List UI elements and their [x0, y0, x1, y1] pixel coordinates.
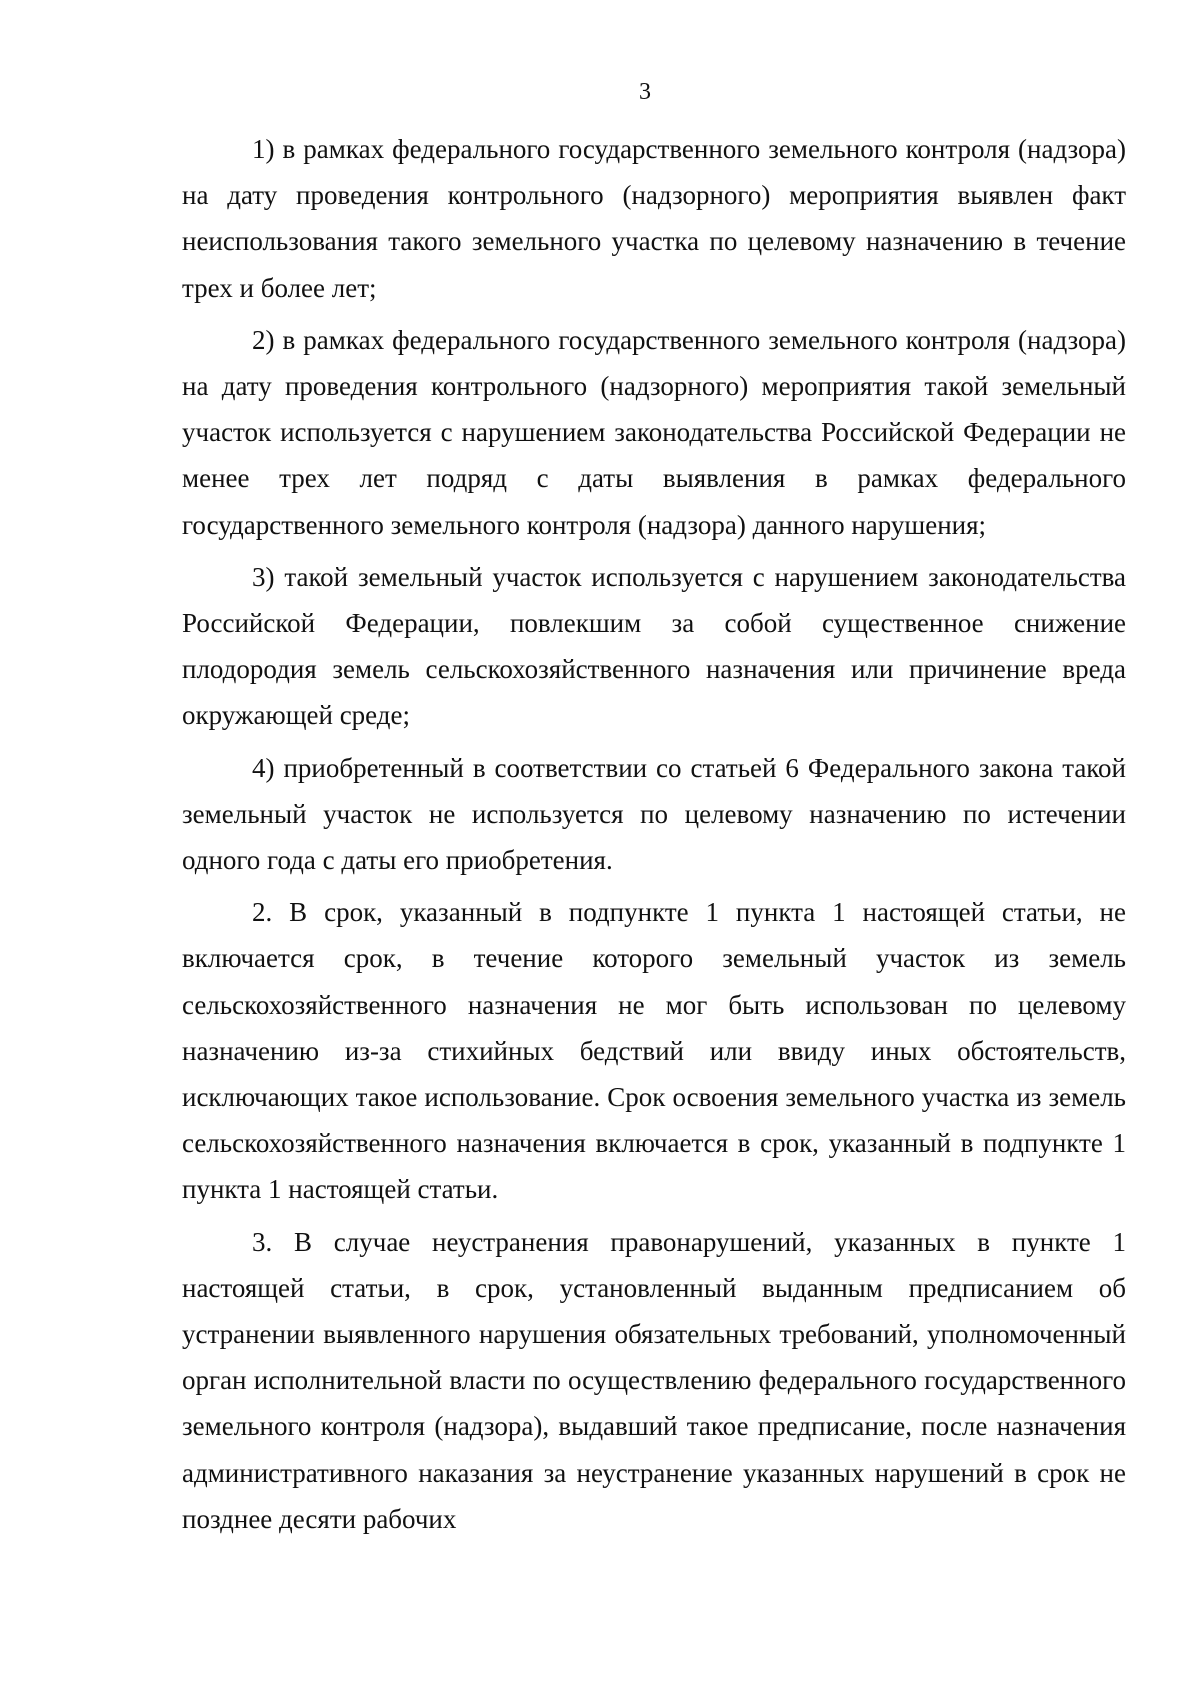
paragraph-subitem-4: 4) приобретенный в соответствии со статьей 6 Федерального закона такой земельный участок не используется по целевому назначению по истечении одного года с даты его приобретения.	[182, 752, 1126, 876]
paragraph-subitem-1: 1) в рамках федерального государственного земельного контроля (надзора) на дату проведения контрольного (надзорного) мероприятия выявлен факт неиспользования такого земельного участка по целевому назначению в течение трех и более лет;	[182, 134, 1126, 303]
paragraph-subitem-3: 3) такой земельный участок используется с нарушением законодательства Российской Федерации, повлекшим за собой существенное снижение плодородия земель сельскохозяйственного назначения или причинение вреда окружающей среде;	[182, 561, 1126, 731]
document-body	[182, 126, 1126, 1548]
paragraph-clause-3: 3. В случае неустранения правонарушений, указанных в пункте 1 настоящей статьи, в срок, установленный выданным предписанием об устранении выявленного нарушения обязательных требований, уполномоченный орган исполнительной власти по осуществлению федерального государственного земельного контроля (надзора), выдавший такое предписание, после назначения административного наказания за неустранение указанных нарушений в срок не позднее десяти рабочих	[182, 1226, 1126, 1534]
paragraph-subitem-2: 2) в рамках федерального государственного земельного контроля (надзора) на дату проведения контрольного (надзорного) мероприятия такой земельный участок используется с нарушением законодательства Российской Федерации не менее трех лет подряд с даты выявления в рамках федерального государственного земельного контроля (надзора) данного нарушения;	[182, 324, 1126, 540]
paragraph-clause-2: 2. В срок, указанный в подпункте 1 пункта 1 настоящей статьи, не включается срок, в течение которого земельный участок из земель сельскохозяйственного назначения не мог быть использован по целевому назначению из-за стихийных бедствий или ввиду иных обстоятельств, исключающих такое использование. Срок освоения земельного участка из земель сельскохозяйственного назначения включается в срок, указанный в подпункте 1 пункта 1 настоящей статьи.	[182, 897, 1126, 1205]
page-number: 3	[639, 79, 651, 105]
